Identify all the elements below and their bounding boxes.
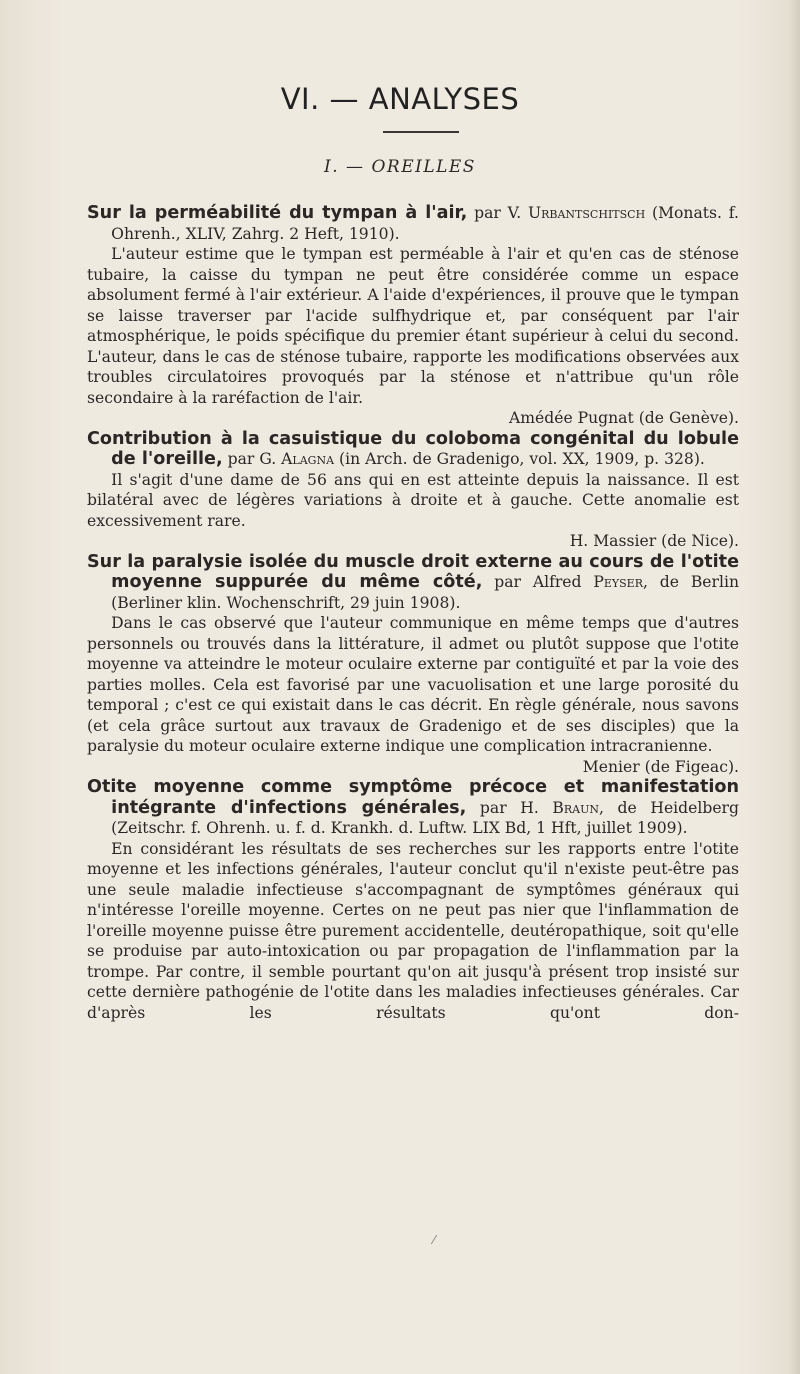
- article-signature: Menier (de Figeac).: [582, 757, 739, 776]
- article-title: Otite moyenne comme symptôme précoce et manifestation intégrante d'infections générales,: [87, 777, 739, 818]
- subsection-title: I. — OREILLES: [324, 157, 476, 177]
- article-body: L'auteur estime que le tympan est perméable à l'air et qu'en cas de sténose tubaire, la caisse du tympan ne peut être considérée comme un espace absolument fermé à l'air extérieur. A l'aide d'expériences, il prouve que le tympan se laisse traverser par l'acide sulfhydrique et, par conséquent par l'air atmosphérique, le poids spécifique du premier étant supérieur à celui du second. L'auteur, dans le cas de sténose tubaire, rapporte les modifications observées aux troubles circulatoires provoqués par la sténose et n'attribue qu'un rôle secondaire à la raréfaction de l'air.: [87, 245, 739, 407]
- article: [87, 203, 739, 429]
- article-byline: par H.: [479, 798, 539, 817]
- article-author: Alagna: [281, 450, 335, 468]
- article-author: Braun: [552, 798, 599, 817]
- article-list: [87, 203, 739, 1023]
- article-source: (in Arch. de Gradenigo, vol. XX, 1909, p. 328).: [339, 450, 705, 468]
- article-title: Sur la perméabilité du tympan à l'air,: [87, 203, 468, 223]
- article-title: Sur la paralysie isolée du muscle droit externe au cours de l'otite moyenne suppurée du même côté,: [87, 551, 739, 592]
- article-source: , de Heidelberg (Zeitschr. f. Ohrenh. u. f. d. Krankh. d. Luftw. LIX Bd, 1 Hft, juillet 1909).: [111, 798, 739, 837]
- article-body: Il s'agit d'une dame de 56 ans qui en est atteinte depuis la naissance. Il est bilatéral avec de légères variations à droite et à gauche. Cette anomalie est excessivement rare.: [87, 470, 739, 530]
- article-byline: par Alfred: [494, 573, 582, 591]
- article: [87, 429, 739, 552]
- article-signature: Amédée Pugnat (de Genève).: [508, 409, 739, 427]
- article-author: Peyser: [593, 573, 643, 591]
- section-title: VI. — ANALYSES: [280, 82, 520, 116]
- article-body: Dans le cas observé que l'auteur communique en même temps que d'autres personnels ou trouvés dans la littérature, il admet ou plutôt suppose que l'otite moyenne va atteindre le moteur oculaire externe par contiguïté et par la voie des parties molles. Cela est favorisé par une vacuolisation et une large porosité du temporal ; c'est ce qui existait dans le cas décrit. En règle générale, nous savons (et cela grâce surtout aux travaux de Gradenigo et de ses disciples) que la paralysie du moteur oculaire externe indique une complication intracranienne.: [87, 614, 739, 755]
- article-author: Urbantschitsch: [527, 204, 646, 222]
- article-byline: par V.: [474, 204, 522, 222]
- article-body: En considérant les résultats de ses recherches sur les rapports entre l'otite moyenne et les infections générales, l'auteur conclut qu'il n'existe peut-être pas une seule maladie infectieuse s'accompagnant de symptômes généraux qui n'intéresse l'oreille moyenne. Certes on ne peut pas nier que l'inflammation de l'oreille moyenne puisse être purement accidentelle, deutéropathique, soit qu'elle se produise par auto-intoxication ou par propagation de l'inflammation par la trompe. Par contre, il semble pourtant qu'on ait jusqu'à présent trop insisté sur cette dernière pathogénie de l'otite dans les maladies infectieuses générales. Car d'après les résultats qu'ont don-: [87, 839, 739, 1022]
- stray-mark: ⁄: [433, 1233, 436, 1247]
- article: [87, 777, 739, 1023]
- article-source: (Monats. f. Ohrenh., XLIV, Zahrg. 2 Heft, 1910).: [111, 204, 739, 243]
- article: [87, 552, 739, 778]
- article-source: , de Berlin (Berliner klin. Wochenschrift, 29 juin 1908).: [111, 573, 739, 612]
- article-signature: H. Massier (de Nice).: [569, 532, 739, 550]
- page-edge: [786, 0, 800, 1374]
- article-title: Contribution à la casuistique du coloboma congénital du lobule de l'oreille,: [87, 428, 739, 469]
- article-byline: par G.: [227, 450, 277, 468]
- title-rule: [383, 131, 459, 133]
